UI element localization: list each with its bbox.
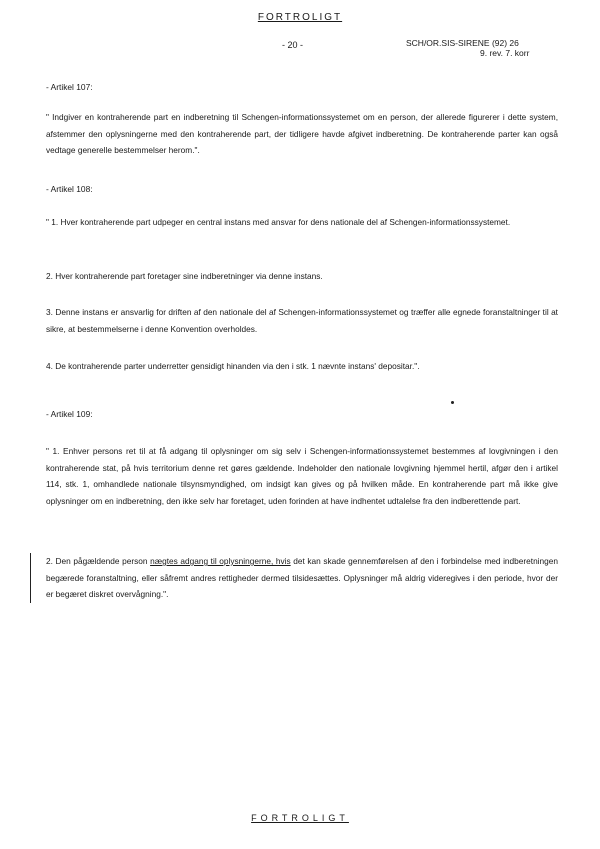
- speck: [451, 401, 454, 404]
- margin-change-bar: [30, 553, 31, 603]
- footer-classification: FORTROLIGT: [251, 813, 349, 823]
- article-108-paragraph-4: 4. De kontraherende parter underretter gensidigt hinanden via den i stk. 1 nævnte instans' depositar.".: [46, 361, 420, 371]
- header-classification: FORTROLIGT: [257, 12, 343, 23]
- article-108-heading: - Artikel 108:: [46, 184, 93, 194]
- amended-prefix: 2. Den pågældende person: [46, 556, 151, 566]
- article-108-paragraph-3: 3. Denne instans er ansvarlig for driften af den nationale del af Schengen-informationssystemet og træffer alle egnede foranstaltninger til at sikre, at bestemmelserne i denne Konvention overholdes.: [46, 307, 558, 334]
- page-number: - 20 -: [282, 40, 304, 50]
- reference-line-2: 9. rev. 7. korr: [480, 48, 530, 58]
- article-109-paragraph-2: [46, 553, 558, 603]
- article-107-heading: - Artikel 107:: [46, 82, 93, 92]
- article-108-paragraph-1: " 1. Hver kontraherende part udpeger en central instans med ansvar for dens nationale del af Schengen-informationssystemet.: [46, 217, 511, 227]
- amended-underlined-text: nægtes adgang til oplysningerne, hvis: [150, 556, 291, 566]
- document-reference: [406, 38, 529, 58]
- reference-line-1: SCH/OR.SIS-SIRENE (92) 26: [406, 38, 519, 48]
- amended-rest: det kan skade gennemførelsen af den i forbindelse med indberetningen begærede foranstaltning, eller såfremt andres rettigheder dermed tilsidesættes. Oplysninger må aldrig videregives i den periode, hvor der er begæret diskret overvågning.".: [46, 556, 558, 599]
- article-108-paragraph-2: 2. Hver kontraherende part foretager sine indberetninger via denne instans.: [46, 271, 323, 281]
- article-109-paragraph-1: " 1. Enhver persons ret til at få adgang til oplysninger om sig selv i Schengen-informationssystemet bestemmes af lovgivningen i den kontraherende stat, på hvis territorium denne ret gøres gældende. Indeholder den nationale lovgivning hjemmel hertil, afgør den i artikel 114, stk. 1, omhandlede nationale tilsynsmyndighed, om indsigt kan gives og på hvilken måde. En kontraherende part må ikke give oplysninger om en indberetning, den ikke selv har foretaget, uden forinden at have indhentet udtalelse fra den indberettende part.: [46, 446, 558, 506]
- article-107-paragraph: " Indgiver en kontraherende part en indberetning til Schengen-informationssystemet om en person, der allerede figurerer i dette system, afstemmer den oplysningerne med den kontraherende part, der tidligere havde afgivet indberetning. De kontraherende parter kan også vedtage generelle bestemmelser herom.".: [46, 112, 558, 155]
- article-109-heading: - Artikel 109:: [46, 409, 93, 419]
